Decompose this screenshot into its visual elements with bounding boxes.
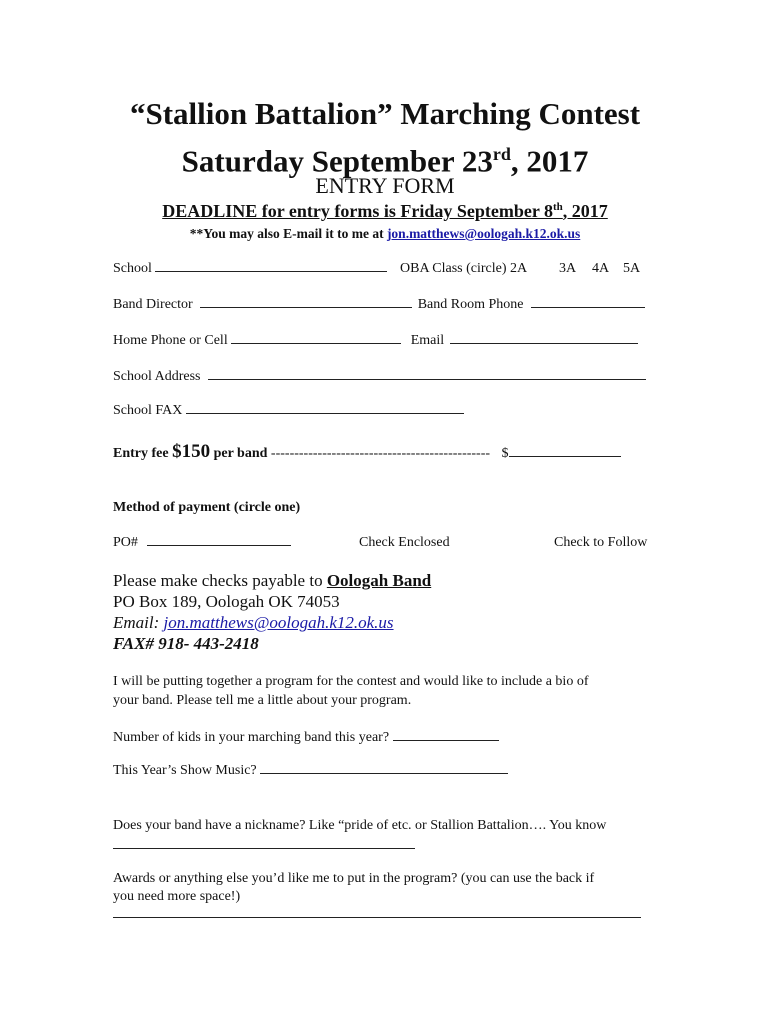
show-music-field[interactable]: [260, 763, 508, 774]
oba-class-row: [400, 261, 527, 277]
deadline-notice: DEADLINE for entry forms is Friday September 8th, 2017: [162, 201, 608, 221]
fee-total-field[interactable]: [509, 446, 621, 457]
payable-email-link[interactable]: jon.matthews@oologah.k12.ok.us: [163, 613, 394, 632]
contest-date: Saturday September 23rd, 2017: [181, 143, 589, 179]
contest-title: “Stallion Battalion” Marching Contest: [129, 96, 641, 131]
entry-fee-row: Entry fee $150 per band ----------------------------------------------- $: [113, 441, 621, 463]
school-fax-row: School FAX: [113, 403, 464, 419]
band-director-field[interactable]: [200, 297, 412, 308]
oba-class-label: OBA Class (circle) 2A: [400, 261, 528, 276]
class-option-5a[interactable]: 5A: [623, 261, 641, 276]
school-address-field[interactable]: [208, 369, 646, 380]
bio-text-line1: I will be putting together a program for the contest and would like to include a bio of: [113, 674, 589, 689]
school-fax-field[interactable]: [186, 403, 464, 414]
payable-email-row: Email: jon.matthews@oologah.k12.ok.us: [113, 613, 394, 632]
band-director-row: Band Director Band Room Phone: [113, 297, 645, 313]
payable-line: Please make checks payable to Oologah Band: [113, 571, 432, 590]
email-field[interactable]: [450, 333, 638, 344]
num-kids-field[interactable]: [393, 730, 499, 741]
fax-number: FAX# 918- 443-2418: [113, 634, 259, 653]
school-row: School: [113, 261, 387, 277]
check-enclosed-option[interactable]: Check Enclosed: [359, 535, 450, 550]
awards-field[interactable]: [113, 907, 641, 918]
awards-question-line2: you need more space!): [113, 889, 241, 904]
class-option-3a[interactable]: 3A: [559, 261, 577, 276]
entry-form-heading: ENTRY FORM: [315, 173, 455, 198]
class-option-4a[interactable]: 4A: [592, 261, 610, 276]
awards-question-line1: Awards or anything else you’d like me to put in the program? (you can use the back if: [113, 871, 595, 886]
po-field[interactable]: [147, 535, 291, 546]
home-phone-field[interactable]: [231, 333, 401, 344]
payee-name: Oologah Band: [326, 571, 432, 590]
nickname-field[interactable]: [113, 838, 415, 849]
show-music-row: This Year’s Show Music?: [113, 763, 508, 779]
band-room-phone-field[interactable]: [531, 297, 645, 308]
school-address-row: School Address: [113, 369, 646, 385]
school-field[interactable]: [155, 261, 387, 272]
nickname-question: Does your band have a nickname? Like “pride of etc. or Stallion Battalion…. You know: [113, 818, 607, 833]
home-phone-row: Home Phone or Cell Email: [113, 333, 638, 349]
payment-heading: Method of payment (circle one): [113, 500, 301, 515]
awards-answer-row: [113, 907, 641, 923]
entry-fee-amount: $150: [172, 441, 211, 462]
email-note: **You may also E-mail it to me at jon.matthews@oologah.k12.ok.us: [189, 226, 581, 241]
po-row: [113, 535, 291, 551]
mailing-address: PO Box 189, Oologah OK 74053: [113, 592, 340, 611]
po-option[interactable]: PO#: [113, 535, 138, 550]
email-link[interactable]: jon.matthews@oologah.k12.ok.us: [386, 226, 581, 241]
num-kids-row: Number of kids in your marching band this year?: [113, 730, 499, 746]
nickname-answer-row: [113, 838, 415, 854]
check-to-follow-option[interactable]: Check to Follow: [554, 535, 648, 550]
bio-text-line2: your band. Please tell me a little about your program.: [113, 693, 412, 708]
